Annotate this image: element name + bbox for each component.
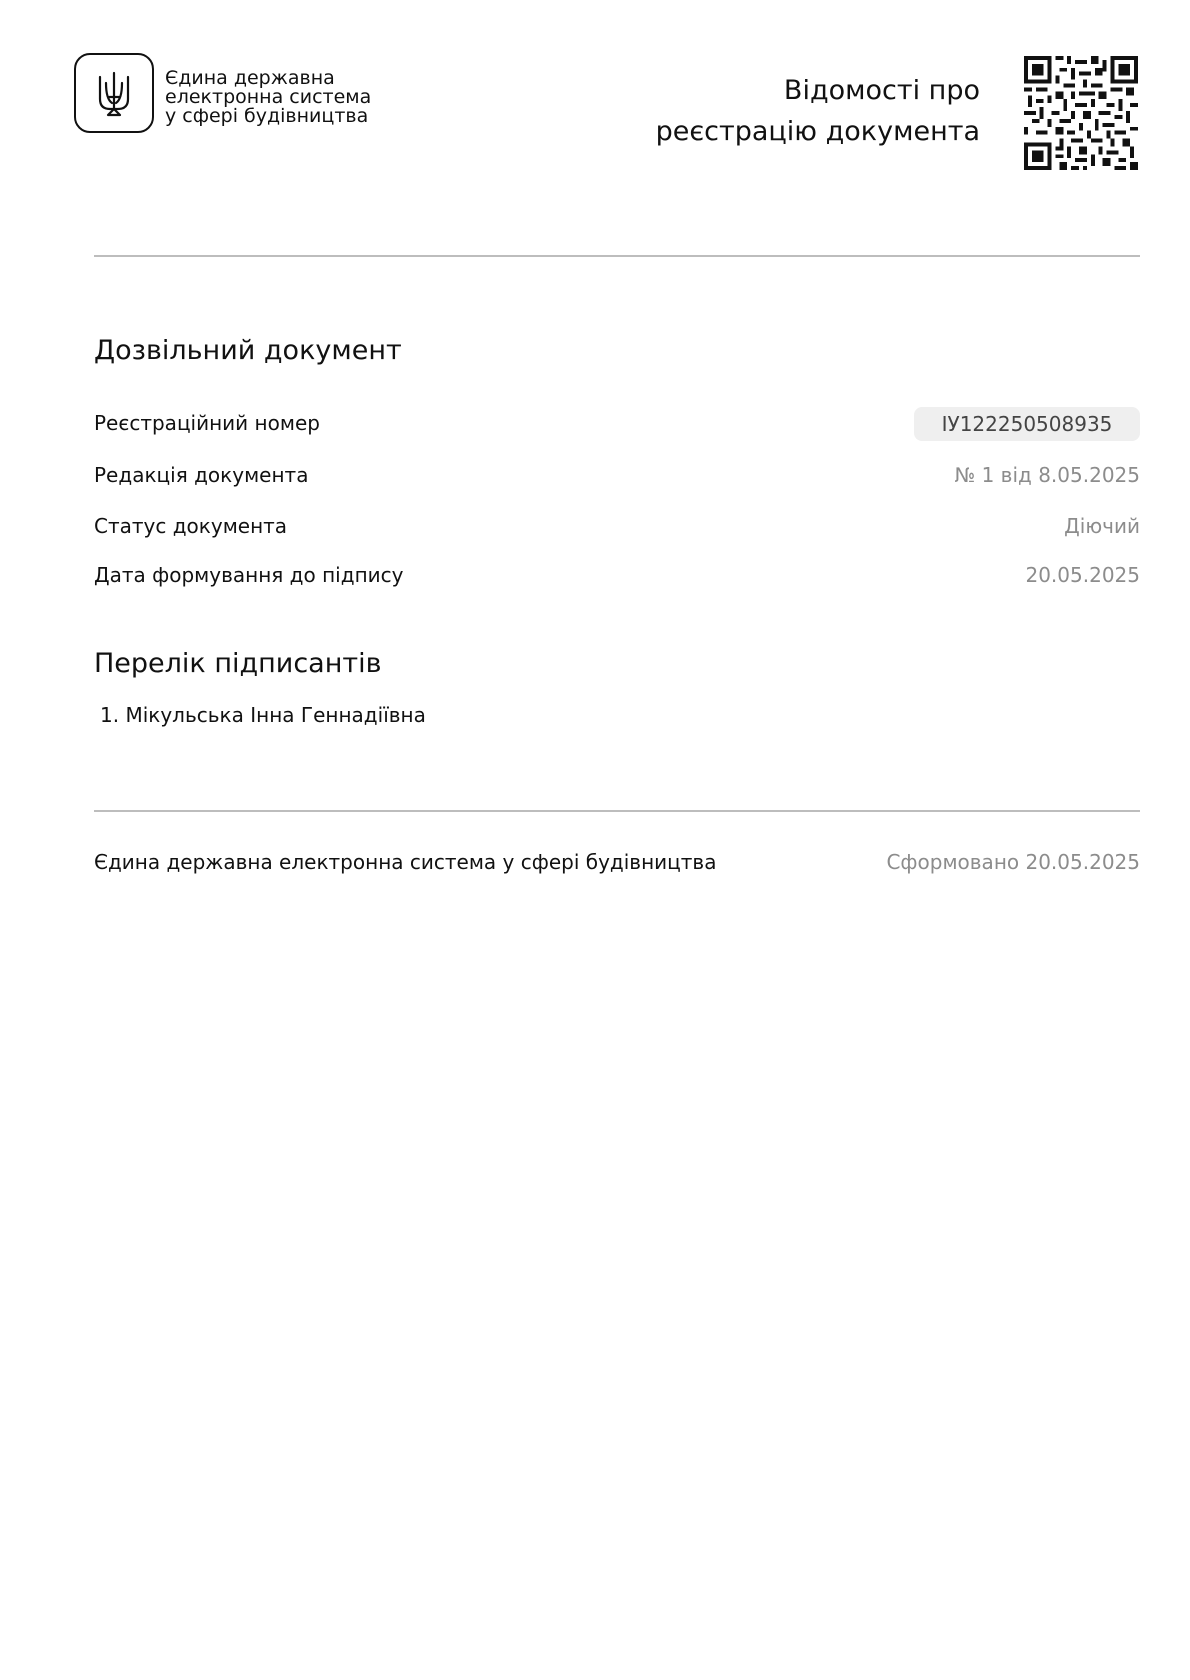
page-title	[656, 70, 980, 152]
document-edition-label: Редакція документа	[94, 463, 309, 487]
trident-icon	[94, 69, 134, 119]
org-name-line: електронна система	[165, 86, 372, 108]
registration-number-badge: ІУ122250508935	[914, 407, 1140, 441]
page-title-line: Відомості про	[783, 75, 980, 106]
signing-date-value: 20.05.2025	[1025, 563, 1140, 587]
org-name-line: Єдина державна	[165, 67, 335, 89]
section-title-signers: Перелік підписантів	[94, 648, 382, 679]
footer-generated-date: Сформовано 20.05.2025	[886, 850, 1140, 874]
signing-date-label: Дата формування до підпису	[94, 563, 404, 587]
org-name-line: у сфері будівництва	[165, 105, 369, 127]
divider	[94, 255, 1140, 257]
divider	[94, 810, 1140, 812]
qr-code-icon	[1024, 56, 1138, 170]
section-title-document: Дозвільний документ	[94, 335, 402, 366]
footer-org-name: Єдина державна електронна система у сфері будівництва	[94, 850, 717, 874]
document-status-value: Діючий	[1064, 514, 1140, 538]
org-name	[165, 69, 371, 126]
page-title-line: реєстрацію документа	[655, 116, 980, 147]
registration-number-label: Реєстраційний номер	[94, 411, 320, 435]
logo	[74, 53, 154, 133]
list-item	[100, 703, 426, 727]
document-status-label: Статус документа	[94, 514, 288, 538]
document-edition-value: № 1 від 8.05.2025	[954, 463, 1140, 487]
signer-number: 1.	[100, 703, 120, 727]
signer-name: Мікульська Інна Геннадіївна	[125, 703, 426, 727]
